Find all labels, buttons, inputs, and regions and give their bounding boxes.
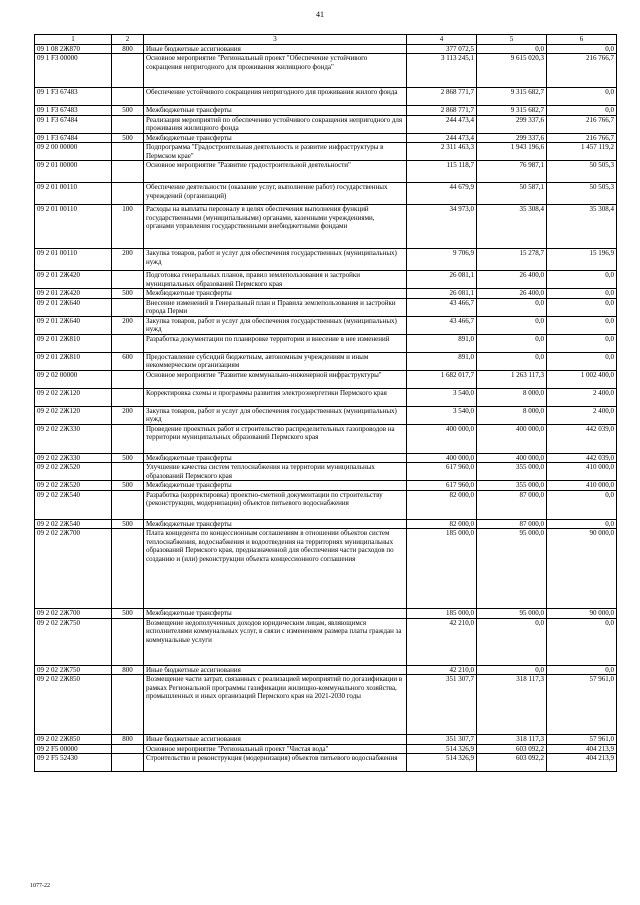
row-col6-value: 57 961,0 bbox=[547, 735, 617, 745]
table-row bbox=[35, 205, 617, 249]
row-expense-type-cell: 500 bbox=[112, 133, 144, 143]
row-code-cell: 09 2 01 2Ж640 bbox=[35, 298, 112, 316]
header-cell: 1 bbox=[35, 35, 112, 45]
table-row bbox=[35, 481, 617, 491]
row-expense-type-cell bbox=[112, 675, 144, 735]
row-col6-value: 0,0 bbox=[547, 316, 617, 334]
table-row bbox=[35, 298, 617, 316]
row-col6-value: 0,0 bbox=[547, 618, 617, 665]
row-col4-value: 891,0 bbox=[407, 352, 477, 370]
row-code-cell: 09 2 02 2Ж850 bbox=[35, 735, 112, 745]
row-col6-value: 410 000,0 bbox=[547, 463, 617, 481]
row-col5-value: 0,0 bbox=[477, 316, 547, 334]
row-col4-value: 3 113 245,1 bbox=[407, 54, 477, 88]
row-code-cell: 09 2 00 00000 bbox=[35, 143, 112, 161]
row-col4-value: 3 540,0 bbox=[407, 406, 477, 424]
row-col4-value: 891,0 bbox=[407, 334, 477, 352]
table-row bbox=[35, 88, 617, 106]
row-col4-value: 42 210,0 bbox=[407, 665, 477, 675]
row-code-cell: 09 2 02 2Ж520 bbox=[35, 463, 112, 481]
row-col6-value: 35 308,4 bbox=[547, 205, 617, 249]
row-name-cell: Межбюджетные трансферты bbox=[144, 133, 407, 143]
row-code-cell: 09 2 01 2Ж810 bbox=[35, 352, 112, 370]
row-expense-type-cell: 800 bbox=[112, 44, 144, 54]
table-row bbox=[35, 106, 617, 116]
row-col5-value: 318 117,3 bbox=[477, 675, 547, 735]
table-row bbox=[35, 388, 617, 406]
row-col5-value: 26 400,0 bbox=[477, 271, 547, 289]
row-code-cell: 09 2 01 2Ж420 bbox=[35, 271, 112, 289]
row-expense-type-cell: 600 bbox=[112, 352, 144, 370]
table-row bbox=[35, 744, 617, 754]
row-col6-value: 1 457 119,2 bbox=[547, 143, 617, 161]
row-name-cell: Улучшение качества систем теплоснабжения на территории муниципальных образований Пермского края bbox=[144, 463, 407, 481]
row-code-cell: 09 2 01 00110 bbox=[35, 183, 112, 205]
row-name-cell: Строительство и реконструкция (модернизация) объектов питьевого водоснабжения bbox=[144, 754, 407, 772]
header-cell: 5 bbox=[477, 35, 547, 45]
row-col6-value: 90 000,0 bbox=[547, 529, 617, 609]
row-col5-value: 26 400,0 bbox=[477, 289, 547, 299]
row-col5-value: 15 278,7 bbox=[477, 249, 547, 271]
row-col6-value: 0,0 bbox=[547, 88, 617, 106]
row-name-cell: Разработка (корректировка) проектно-сметной документации по строительству (реконструкции, модернизации) объектов питьевого водоснабжения bbox=[144, 490, 407, 519]
row-col6-value: 0,0 bbox=[547, 298, 617, 316]
row-col4-value: 26 081,1 bbox=[407, 271, 477, 289]
row-col6-value: 404 213,9 bbox=[547, 744, 617, 754]
row-col5-value: 603 092,2 bbox=[477, 744, 547, 754]
row-expense-type-cell bbox=[112, 744, 144, 754]
table-row bbox=[35, 618, 617, 665]
row-code-cell: 09 2 02 2Ж700 bbox=[35, 609, 112, 619]
row-code-cell: 09 2 02 2Ж850 bbox=[35, 675, 112, 735]
table-row bbox=[35, 289, 617, 299]
row-col6-value: 0,0 bbox=[547, 334, 617, 352]
row-col6-value: 0,0 bbox=[547, 106, 617, 116]
table-row bbox=[35, 115, 617, 133]
row-name-cell: Основное мероприятие "Региональный проект "Обеспечение устойчивого сокращения непригодного для проживания жилищного фонда" bbox=[144, 54, 407, 88]
row-col5-value: 87 000,0 bbox=[477, 490, 547, 519]
row-col4-value: 34 973,0 bbox=[407, 205, 477, 249]
row-code-cell: 09 2 02 2Ж120 bbox=[35, 388, 112, 406]
row-col4-value: 514 326,9 bbox=[407, 754, 477, 772]
row-code-cell: 09 1 08 2Ж870 bbox=[35, 44, 112, 54]
row-col6-value: 0,0 bbox=[547, 519, 617, 529]
row-col4-value: 1 682 017,7 bbox=[407, 370, 477, 388]
row-col5-value: 9 315 682,7 bbox=[477, 88, 547, 106]
row-col6-value: 216 766,7 bbox=[547, 54, 617, 88]
table-row bbox=[35, 316, 617, 334]
row-col4-value: 2 311 463,3 bbox=[407, 143, 477, 161]
row-col5-value: 299 337,6 bbox=[477, 115, 547, 133]
row-name-cell: Предоставление субсидий бюджетным, автономным учреждениям и иным некоммерческим организациям bbox=[144, 352, 407, 370]
row-col4-value: 244 473,4 bbox=[407, 115, 477, 133]
row-code-cell: 09 2 01 00110 bbox=[35, 205, 112, 249]
table-row bbox=[35, 334, 617, 352]
row-code-cell: 09 2 02 2Ж700 bbox=[35, 529, 112, 609]
row-name-cell: Межбюджетные трансферты bbox=[144, 106, 407, 116]
row-col4-value: 2 868 771,7 bbox=[407, 106, 477, 116]
row-name-cell: Возмещение части затрат, связанных с реализацией мероприятий по догазификации в рамках Региональной программы газификации жилищно-коммунального хозяйства, промышленных и иных организаций Пермского края на 2021-2030 годы bbox=[144, 675, 407, 735]
row-expense-type-cell: 800 bbox=[112, 665, 144, 675]
table-row bbox=[35, 133, 617, 143]
row-col4-value: 9 706,9 bbox=[407, 249, 477, 271]
table-row bbox=[35, 529, 617, 609]
row-expense-type-cell: 200 bbox=[112, 249, 144, 271]
row-col6-value: 410 000,0 bbox=[547, 481, 617, 491]
row-col5-value: 1 263 117,3 bbox=[477, 370, 547, 388]
row-expense-type-cell bbox=[112, 143, 144, 161]
row-col5-value: 0,0 bbox=[477, 352, 547, 370]
budget-table bbox=[34, 34, 617, 772]
table-row bbox=[35, 609, 617, 619]
table-row bbox=[35, 675, 617, 735]
table-row bbox=[35, 161, 617, 183]
row-name-cell: Закупка товаров, работ и услуг для обеспечения государственных (муниципальных) нужд bbox=[144, 249, 407, 271]
row-code-cell: 09 2 01 00000 bbox=[35, 161, 112, 183]
row-expense-type-cell bbox=[112, 183, 144, 205]
row-col5-value: 9 315 682,7 bbox=[477, 106, 547, 116]
row-name-cell: Внесение изменений в Генеральный план и Правила землепользования и застройки города Перми bbox=[144, 298, 407, 316]
table-row bbox=[35, 754, 617, 772]
row-expense-type-cell: 500 bbox=[112, 609, 144, 619]
row-name-cell: Возмещение недополученных доходов юридическим лицам, являющимся исполнителями коммунальных услуг, в связи с изменением размера платы граждан за коммунальные услуги bbox=[144, 618, 407, 665]
row-col4-value: 82 000,0 bbox=[407, 519, 477, 529]
row-expense-type-cell bbox=[112, 618, 144, 665]
row-col4-value: 514 326,9 bbox=[407, 744, 477, 754]
row-name-cell: Закупка товаров, работ и услуг для обеспечения государственных (муниципальных) нужд bbox=[144, 316, 407, 334]
table-row bbox=[35, 54, 617, 88]
table-row bbox=[35, 424, 617, 453]
row-col4-value: 244 473,4 bbox=[407, 133, 477, 143]
row-col6-value: 50 505,3 bbox=[547, 161, 617, 183]
row-col4-value: 617 960,0 bbox=[407, 463, 477, 481]
row-col6-value: 1 002 400,0 bbox=[547, 370, 617, 388]
row-expense-type-cell bbox=[112, 334, 144, 352]
row-code-cell: 09 2 02 00000 bbox=[35, 370, 112, 388]
table-header-row bbox=[35, 35, 617, 45]
row-expense-type-cell bbox=[112, 161, 144, 183]
row-col5-value: 50 587,1 bbox=[477, 183, 547, 205]
row-col4-value: 377 072,5 bbox=[407, 44, 477, 54]
row-expense-type-cell bbox=[112, 424, 144, 453]
row-expense-type-cell bbox=[112, 271, 144, 289]
row-col5-value: 87 000,0 bbox=[477, 519, 547, 529]
row-code-cell: 09 1 F3 67484 bbox=[35, 115, 112, 133]
table-row bbox=[35, 143, 617, 161]
row-col5-value: 1 943 196,6 bbox=[477, 143, 547, 161]
row-col6-value: 216 766,7 bbox=[547, 133, 617, 143]
row-col6-value: 2 400,0 bbox=[547, 388, 617, 406]
row-col6-value: 15 196,9 bbox=[547, 249, 617, 271]
row-col4-value: 26 081,1 bbox=[407, 289, 477, 299]
table-row bbox=[35, 519, 617, 529]
row-name-cell: Основное мероприятие "Развитие градостроительной деятельности" bbox=[144, 161, 407, 183]
row-col5-value: 0,0 bbox=[477, 334, 547, 352]
row-code-cell: 09 2 F5 52430 bbox=[35, 754, 112, 772]
row-expense-type-cell bbox=[112, 115, 144, 133]
row-name-cell: Межбюджетные трансферты bbox=[144, 481, 407, 491]
row-col6-value: 50 505,3 bbox=[547, 183, 617, 205]
row-code-cell: 09 1 F3 67483 bbox=[35, 106, 112, 116]
header-cell: 3 bbox=[144, 35, 407, 45]
row-col4-value: 400 000,0 bbox=[407, 424, 477, 453]
row-col5-value: 355 000,0 bbox=[477, 463, 547, 481]
row-col5-value: 400 000,0 bbox=[477, 424, 547, 453]
row-col6-value: 404 213,9 bbox=[547, 754, 617, 772]
row-name-cell: Реализация мероприятий по обеспечению устойчивого сокращения непригодного для проживания жилищного фонда bbox=[144, 115, 407, 133]
row-col4-value: 400 000,0 bbox=[407, 453, 477, 463]
row-col5-value: 35 308,4 bbox=[477, 205, 547, 249]
row-col4-value: 42 210,0 bbox=[407, 618, 477, 665]
row-name-cell: Межбюджетные трансферты bbox=[144, 453, 407, 463]
row-name-cell: Разработка документации по планировке территории и внесение в нее изменений bbox=[144, 334, 407, 352]
row-name-cell: Расходы на выплаты персоналу в целях обеспечения выполнения функций государственными (муниципальными) органами, казенными учреждениями, органами управления государственными внебюджетными фондами bbox=[144, 205, 407, 249]
row-name-cell: Основное мероприятие "Развитие коммунально-инженерной инфраструктуры" bbox=[144, 370, 407, 388]
row-col4-value: 2 868 771,7 bbox=[407, 88, 477, 106]
row-col5-value: 95 000,0 bbox=[477, 529, 547, 609]
header-cell: 2 bbox=[112, 35, 144, 45]
row-name-cell: Межбюджетные трансферты bbox=[144, 519, 407, 529]
row-col6-value: 90 000,0 bbox=[547, 609, 617, 619]
header-cell: 4 bbox=[407, 35, 477, 45]
row-code-cell: 09 1 F3 67483 bbox=[35, 88, 112, 106]
row-col5-value: 8 000,0 bbox=[477, 406, 547, 424]
row-expense-type-cell bbox=[112, 529, 144, 609]
row-expense-type-cell bbox=[112, 490, 144, 519]
row-expense-type-cell bbox=[112, 54, 144, 88]
table-row bbox=[35, 44, 617, 54]
row-code-cell: 09 1 F3 00000 bbox=[35, 54, 112, 88]
row-expense-type-cell bbox=[112, 754, 144, 772]
row-expense-type-cell bbox=[112, 463, 144, 481]
row-name-cell: Закупка товаров, работ и услуг для обеспечения государственных (муниципальных) нужд bbox=[144, 406, 407, 424]
row-col6-value: 0,0 bbox=[547, 44, 617, 54]
row-code-cell: 09 2 02 2Ж330 bbox=[35, 424, 112, 453]
row-col6-value: 216 766,7 bbox=[547, 115, 617, 133]
row-expense-type-cell: 800 bbox=[112, 735, 144, 745]
row-col4-value: 351 307,7 bbox=[407, 675, 477, 735]
row-col5-value: 0,0 bbox=[477, 618, 547, 665]
row-expense-type-cell: 500 bbox=[112, 289, 144, 299]
table-row bbox=[35, 249, 617, 271]
row-expense-type-cell bbox=[112, 88, 144, 106]
row-code-cell: 09 2 01 2Ж640 bbox=[35, 316, 112, 334]
row-col6-value: 442 039,0 bbox=[547, 424, 617, 453]
row-name-cell: Обеспечение деятельности (оказание услуг, выполнение работ) государственных учреждений (организаций) bbox=[144, 183, 407, 205]
row-expense-type-cell: 500 bbox=[112, 481, 144, 491]
row-col4-value: 44 679,9 bbox=[407, 183, 477, 205]
row-code-cell: 09 2 01 00110 bbox=[35, 249, 112, 271]
footer-code: 1077-22 bbox=[30, 883, 50, 889]
row-col5-value: 8 000,0 bbox=[477, 388, 547, 406]
table-row bbox=[35, 735, 617, 745]
row-col5-value: 0,0 bbox=[477, 44, 547, 54]
table-row bbox=[35, 370, 617, 388]
row-name-cell: Подготовка генеральных планов, правил землепользования и застройки муниципальных образований Пермского края bbox=[144, 271, 407, 289]
row-code-cell: 09 2 02 2Ж750 bbox=[35, 665, 112, 675]
row-col5-value: 299 337,6 bbox=[477, 133, 547, 143]
row-code-cell: 09 2 02 2Ж520 bbox=[35, 481, 112, 491]
table-row bbox=[35, 665, 617, 675]
row-code-cell: 09 2 02 2Ж120 bbox=[35, 406, 112, 424]
row-col5-value: 318 117,3 bbox=[477, 735, 547, 745]
row-col6-value: 442 039,0 bbox=[547, 453, 617, 463]
row-col4-value: 43 466,7 bbox=[407, 298, 477, 316]
row-col5-value: 76 987,1 bbox=[477, 161, 547, 183]
row-expense-type-cell: 100 bbox=[112, 205, 144, 249]
row-col4-value: 43 466,7 bbox=[407, 316, 477, 334]
table-row bbox=[35, 183, 617, 205]
row-col6-value: 0,0 bbox=[547, 490, 617, 519]
page-number: 41 bbox=[316, 10, 324, 19]
row-col4-value: 82 000,0 bbox=[407, 490, 477, 519]
table-row bbox=[35, 406, 617, 424]
row-name-cell: Иные бюджетные ассигнования bbox=[144, 44, 407, 54]
row-name-cell: Межбюджетные трансферты bbox=[144, 609, 407, 619]
row-code-cell: 09 2 F5 00000 bbox=[35, 744, 112, 754]
row-code-cell: 09 2 01 2Ж420 bbox=[35, 289, 112, 299]
row-col5-value: 400 000,0 bbox=[477, 453, 547, 463]
row-expense-type-cell bbox=[112, 298, 144, 316]
row-col4-value: 185 000,0 bbox=[407, 609, 477, 619]
row-col4-value: 617 960,0 bbox=[407, 481, 477, 491]
table-row bbox=[35, 271, 617, 289]
row-name-cell: Подпрограмма "Градостроительная деятельность и развитие инфраструктуры в Пермском крае" bbox=[144, 143, 407, 161]
row-name-cell: Корректировка схемы и программы развития электроэнергетики Пермского края bbox=[144, 388, 407, 406]
row-name-cell: Иные бюджетные ассигнования bbox=[144, 735, 407, 745]
row-col6-value: 2 400,0 bbox=[547, 406, 617, 424]
row-col5-value: 0,0 bbox=[477, 665, 547, 675]
row-code-cell: 09 2 02 2Ж330 bbox=[35, 453, 112, 463]
row-col6-value: 0,0 bbox=[547, 352, 617, 370]
row-code-cell: 09 2 01 2Ж810 bbox=[35, 334, 112, 352]
row-col5-value: 95 000,0 bbox=[477, 609, 547, 619]
row-expense-type-cell: 500 bbox=[112, 519, 144, 529]
header-cell: 6 bbox=[547, 35, 617, 45]
row-col4-value: 185 000,0 bbox=[407, 529, 477, 609]
row-name-cell: Плата концедента по концессионным соглашениям в отношении объектов систем теплоснабжения, водоснабжения и водоотведения на территориях муниципальных образований Пермского края, предназначенной для обеспечения части расходов по созданию и (или) реконструкции объекта концессионного соглашения bbox=[144, 529, 407, 609]
row-code-cell: 09 1 F3 67484 bbox=[35, 133, 112, 143]
row-expense-type-cell: 500 bbox=[112, 106, 144, 116]
row-col5-value: 603 092,2 bbox=[477, 754, 547, 772]
row-col5-value: 0,0 bbox=[477, 298, 547, 316]
row-name-cell: Обеспечение устойчивого сокращения непригодного для проживания жилого фонда bbox=[144, 88, 407, 106]
row-col6-value: 0,0 bbox=[547, 289, 617, 299]
table-row bbox=[35, 453, 617, 463]
row-col6-value: 0,0 bbox=[547, 665, 617, 675]
table-row bbox=[35, 463, 617, 481]
row-expense-type-cell bbox=[112, 388, 144, 406]
row-expense-type-cell: 500 bbox=[112, 453, 144, 463]
row-col5-value: 9 615 020,3 bbox=[477, 54, 547, 88]
row-col4-value: 115 118,7 bbox=[407, 161, 477, 183]
row-col5-value: 355 000,0 bbox=[477, 481, 547, 491]
row-code-cell: 09 2 02 2Ж540 bbox=[35, 519, 112, 529]
row-col4-value: 3 540,0 bbox=[407, 388, 477, 406]
row-expense-type-cell bbox=[112, 370, 144, 388]
table-row bbox=[35, 490, 617, 519]
row-name-cell: Иные бюджетные ассигнования bbox=[144, 665, 407, 675]
row-col4-value: 351 307,7 bbox=[407, 735, 477, 745]
row-name-cell: Межбюджетные трансферты bbox=[144, 289, 407, 299]
row-col6-value: 57 961,0 bbox=[547, 675, 617, 735]
row-expense-type-cell: 200 bbox=[112, 316, 144, 334]
row-expense-type-cell: 200 bbox=[112, 406, 144, 424]
table-row bbox=[35, 352, 617, 370]
row-code-cell: 09 2 02 2Ж750 bbox=[35, 618, 112, 665]
row-name-cell: Проведение проектных работ и строительство распределительных газопроводов на территории муниципальных образований Пермского края bbox=[144, 424, 407, 453]
row-name-cell: Основное мероприятие "Региональный проект "Чистая вода" bbox=[144, 744, 407, 754]
row-code-cell: 09 2 02 2Ж540 bbox=[35, 490, 112, 519]
row-col6-value: 0,0 bbox=[547, 271, 617, 289]
